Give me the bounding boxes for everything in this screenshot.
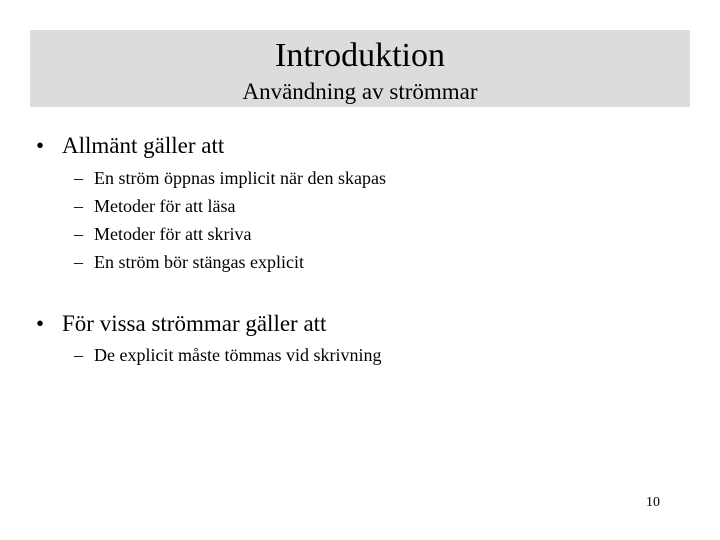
- sub-item-text: En ström bör stängas explicit: [94, 252, 304, 272]
- sub-item-text: Metoder för att läsa: [94, 196, 236, 216]
- sub-list-specific: [74, 341, 381, 369]
- slide-title: Introduktion: [275, 37, 445, 74]
- sub-item-text: De explicit måste tömmas vid skrivning: [94, 345, 382, 365]
- bullet-specific: [36, 310, 326, 338]
- slide-header: [30, 30, 690, 107]
- page-number: 10: [646, 495, 660, 510]
- sub-item: [74, 192, 386, 220]
- dash-marker: –: [74, 196, 83, 216]
- sub-item: [74, 220, 386, 248]
- sub-item: [74, 341, 381, 369]
- sub-item-text: En ström öppnas implicit när den skapas: [94, 168, 386, 188]
- dash-marker: –: [74, 168, 83, 188]
- bullet-text: Allmänt gäller att: [62, 133, 225, 158]
- bullet-general: [36, 132, 224, 160]
- sub-list-general: [74, 164, 386, 276]
- dash-marker: –: [74, 252, 83, 272]
- bullet-text: För vissa strömmar gäller att: [62, 311, 327, 336]
- dash-marker: –: [74, 224, 83, 244]
- slide-subtitle: Användning av strömmar: [242, 79, 478, 104]
- bullet-marker: •: [36, 133, 45, 158]
- bullet-marker: •: [36, 311, 45, 336]
- sub-item: [74, 164, 386, 192]
- sub-item-text: Metoder för att skriva: [94, 224, 252, 244]
- sub-item: [74, 248, 386, 276]
- dash-marker: –: [74, 345, 83, 365]
